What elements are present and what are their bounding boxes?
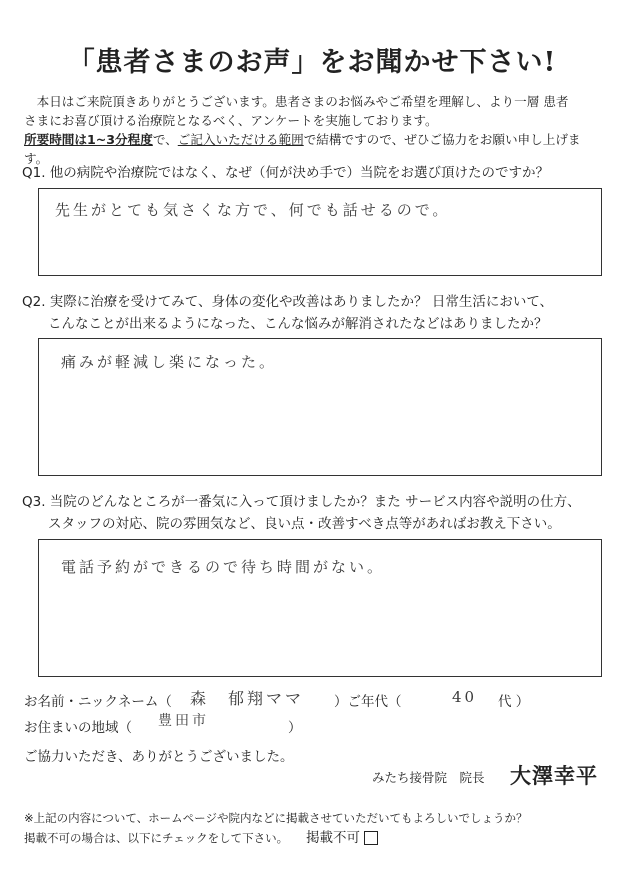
question-3	[22, 491, 612, 535]
intro-line-2: さまにお喜び頂ける治療院となるべく、アンケートを実施しております。	[24, 113, 438, 128]
thanks-text: ご協力いただき、ありがとうございました。	[24, 749, 294, 765]
name-input[interactable]: 森 郁翔ママ	[190, 689, 305, 708]
intro-text	[24, 92, 604, 168]
opt-out-row	[306, 826, 378, 846]
age-suffix: 代 ）	[498, 694, 530, 710]
question-2	[22, 291, 612, 335]
answer-box-2[interactable]	[38, 338, 602, 476]
area-input[interactable]: 豊田市	[158, 713, 209, 729]
question-1-line-1: Q1. 他の病院や治療院ではなく、なぜ（何が決め手で）当院をお選び頂けたのですか？	[22, 165, 550, 181]
opt-out-note: 掲載不可の場合は、以下にチェックをして下さい。	[24, 831, 289, 845]
within-range: ご記入いただける範囲	[177, 132, 304, 147]
clinic-name: みたち接骨院 院長	[372, 770, 485, 785]
question-3-line-2: スタッフの対応、院の雰囲気など、良い点・改善すべき点等があればお教え下さい。	[48, 516, 561, 532]
director-signature: 大澤幸平	[510, 763, 598, 788]
area-label: お住まいの地域（	[24, 720, 132, 736]
intro-line-3-pre: で、	[152, 132, 178, 147]
intro-line-1: 本日はご来院頂きありがとうございます。患者さまのお悩みやご希望を理解し、より一層 患者	[36, 94, 569, 109]
opt-out-label: 掲載不可	[306, 830, 360, 846]
answer-3-text: 電話予約ができるので待ち時間がない。	[61, 558, 386, 576]
answer-2-text: 痛みが軽減し楽になった。	[61, 353, 278, 371]
intro-line-3-post: で結構ですので、ぜひご協力をお願い申し上げます。	[24, 132, 581, 166]
page-title: 「患者さまのお声」をお聞かせ下さい!	[67, 47, 557, 78]
question-2-line-2: こんなことが出来るようになった、こんな悩みが解消されたなどはありましたか？	[48, 316, 548, 332]
answer-box-3[interactable]	[38, 539, 602, 677]
opt-out-checkbox[interactable]	[364, 831, 378, 845]
age-input[interactable]: 40	[452, 688, 478, 706]
question-3-line-1: Q3. 当院のどんなところが一番気に入って頂けましたか？また サービス内容や説明の仕方、	[22, 494, 581, 510]
name-label: お名前・ニックネーム（	[24, 694, 172, 710]
question-1	[22, 162, 612, 184]
required-time: 所要時間は1~3分程度	[24, 132, 153, 147]
footnote: ※上記の内容について、ホームページや院内などに掲載させていただいてもよろしいでしょうか？	[24, 811, 528, 825]
question-2-line-1: Q2. 実際に治療を受けてみて、身体の変化や改善はありましたか？ 日常生活において、	[22, 294, 554, 310]
answer-1-text: 先生がとても気さくな方で、何でも話せるので。	[55, 201, 451, 219]
age-label: ）ご年代（	[334, 694, 402, 710]
answer-box-1[interactable]	[38, 188, 602, 276]
area-close: ）	[288, 720, 302, 736]
